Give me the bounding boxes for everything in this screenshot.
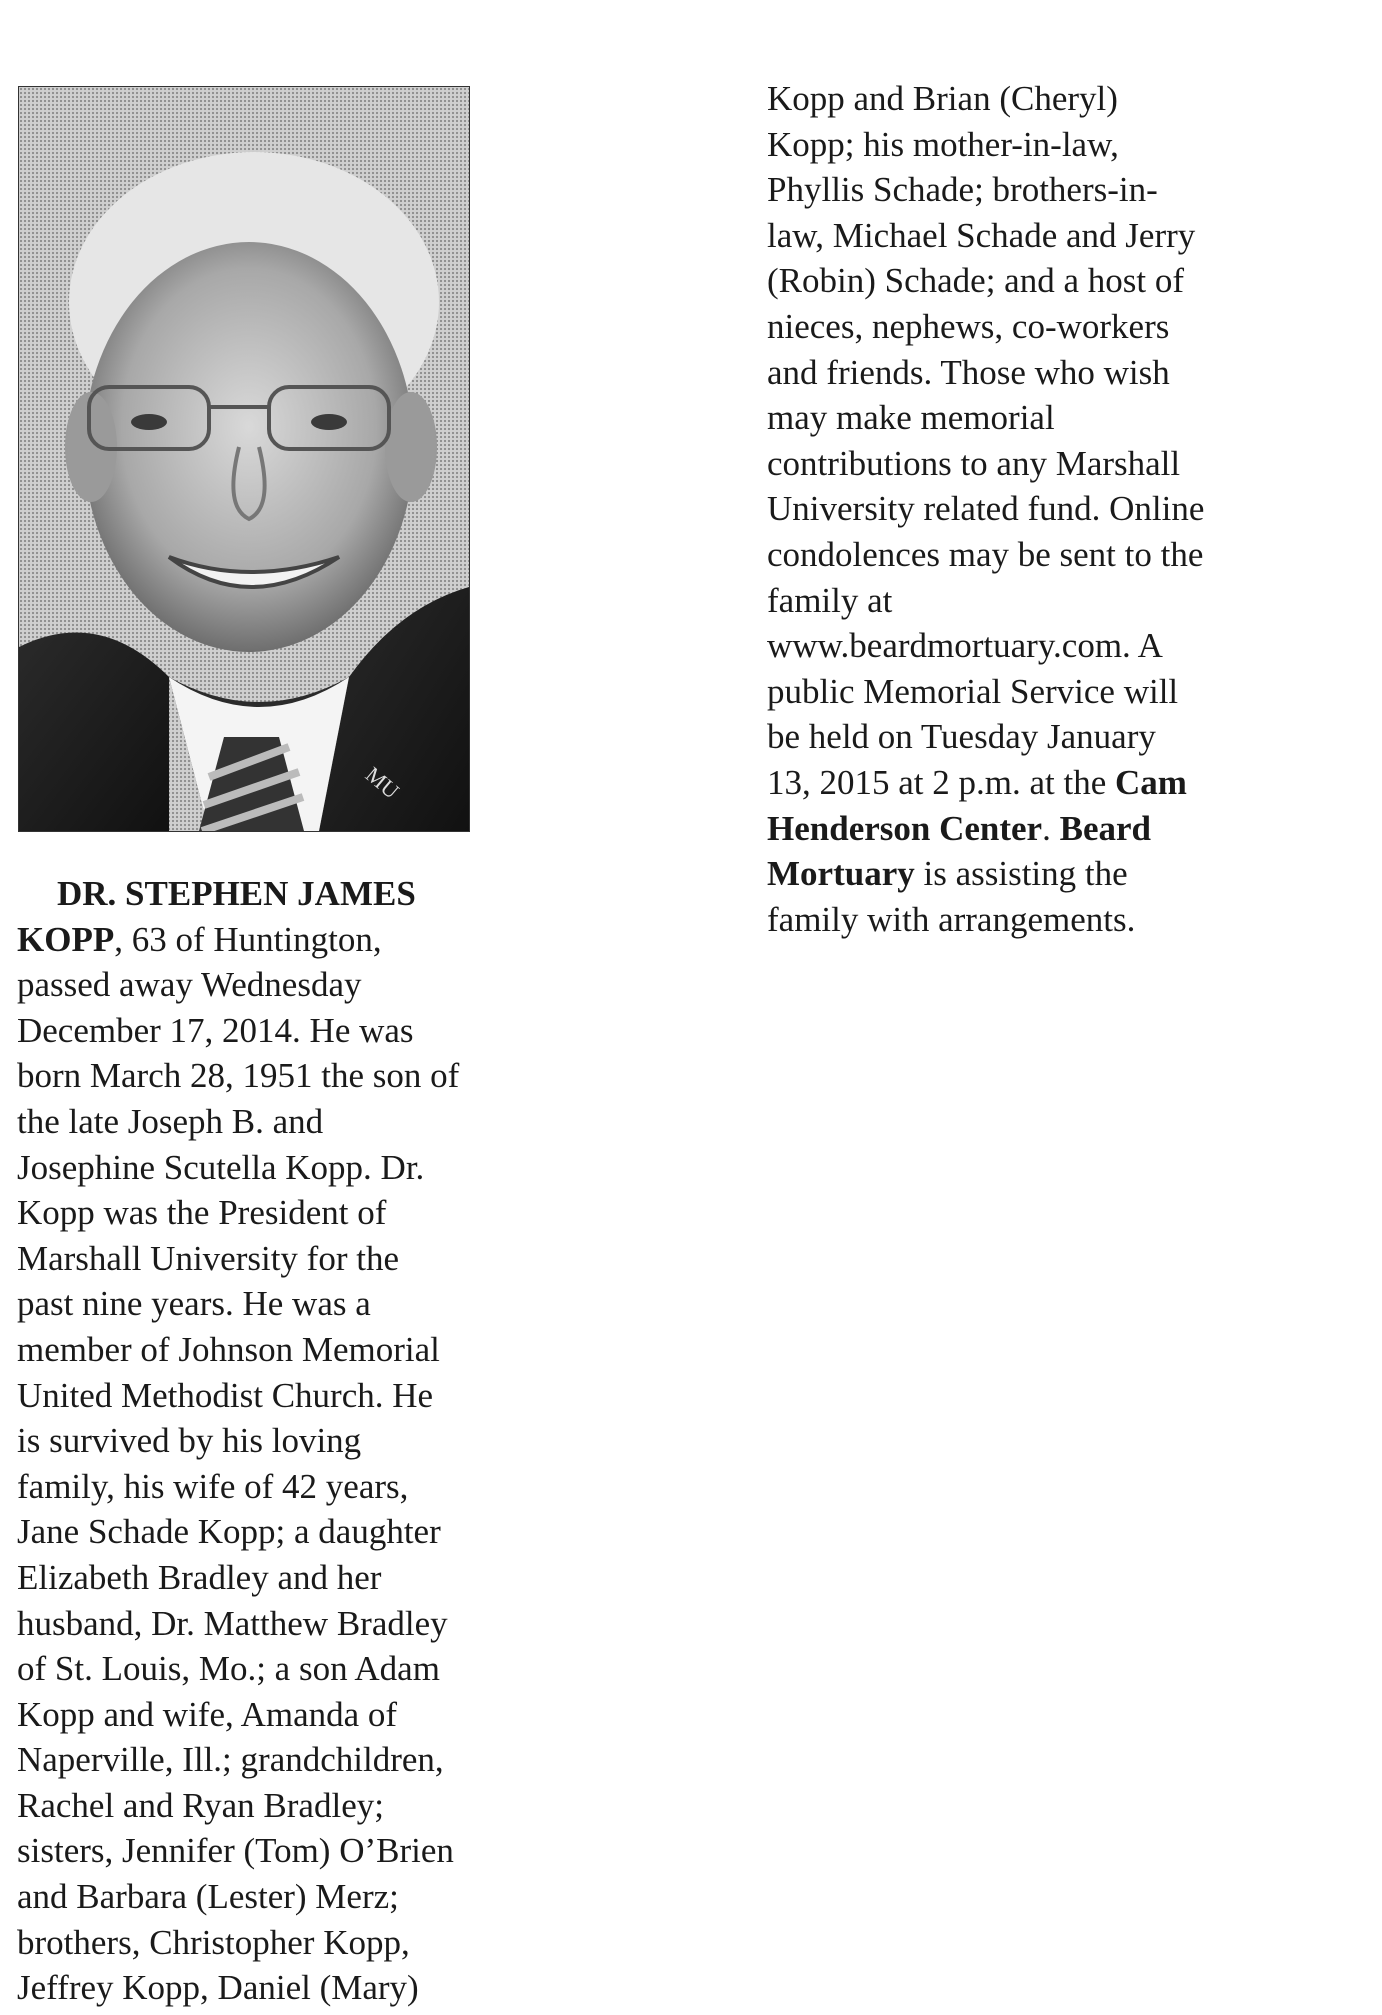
obituary-text-line xyxy=(767,806,1204,852)
obituary-text-line: contributions to any Marshall xyxy=(767,443,1181,483)
obituary-text-line: Kopp and Brian (Cheryl) xyxy=(767,79,1118,118)
obituary-text: . xyxy=(1042,808,1060,848)
obituary-text-line: Naperville, Ill.; grandchildren, xyxy=(17,1740,444,1780)
obituary-name: DR. STEPHEN JAMES xyxy=(57,874,416,913)
obituary-text-line: Rachel and Ryan Bradley; xyxy=(17,1785,384,1825)
obituary-text-line: December 17, 2014. He was xyxy=(17,1010,414,1050)
obituary-text-line: Kopp; his mother-in-law, xyxy=(767,124,1119,164)
obituary-text-line: family, his wife of 42 years, xyxy=(17,1466,409,1506)
obituary-text-line: sisters, Jennifer (Tom) O’Brien xyxy=(17,1831,454,1871)
obituary-text-line xyxy=(767,851,1204,897)
obituary-text: is assisting the xyxy=(914,854,1128,894)
obituary-right-column xyxy=(767,76,1204,942)
obituary-text: , 63 of Huntington, xyxy=(114,919,382,959)
obituary-surname: KOPP xyxy=(17,919,115,959)
obituary-text-line: born March 28, 1951 the son of xyxy=(17,1056,460,1096)
obituary-text-line: brothers, Christopher Kopp, xyxy=(17,1922,410,1962)
obituary-text-line: past nine years. He was a xyxy=(17,1284,371,1324)
obituary-name-line xyxy=(17,871,459,917)
obituary-text-line: Jane Schade Kopp; a daughter xyxy=(17,1512,441,1552)
obituary-text-line: Phyllis Schade; brothers-in- xyxy=(767,170,1158,210)
obituary-text-line: nieces, nephews, co-workers xyxy=(767,306,1170,346)
obituary-text-line: Elizabeth Bradley and her xyxy=(17,1557,382,1597)
obituary-text-line: (Robin) Schade; and a host of xyxy=(767,261,1184,301)
obituary-text-line: the late Joseph B. and xyxy=(17,1101,324,1141)
obituary-text-line: and Barbara (Lester) Merz; xyxy=(17,1877,399,1917)
obituary-text-line: Kopp was the President of xyxy=(17,1193,387,1233)
obituary-text-line: United Methodist Church. He xyxy=(17,1375,434,1415)
obituary-text-line: and friends. Those who wish xyxy=(767,352,1170,392)
portrait-photo-icon xyxy=(19,87,469,831)
mortuary-name: Mortuary xyxy=(767,854,915,894)
service-venue: Cam xyxy=(1115,762,1187,802)
obituary-text-line: law, Michael Schade and Jerry xyxy=(767,215,1196,255)
obituary-text-line: passed away Wednesday xyxy=(17,965,362,1005)
obituary-text-line: Kopp and wife, Amanda of xyxy=(17,1694,398,1734)
obituary-text-line: family at xyxy=(767,580,893,620)
obituary-left-column xyxy=(17,871,459,2011)
obituary-text-line xyxy=(767,760,1204,806)
obituary-text-line: University related fund. Online xyxy=(767,489,1205,529)
obituary-text-line: may make memorial xyxy=(767,398,1055,438)
lapel-pin: MU xyxy=(360,761,405,804)
obituary-text-line: is survived by his loving xyxy=(17,1421,362,1461)
obituary-text-line: Josephine Scutella Kopp. Dr. xyxy=(17,1147,425,1187)
obituary-text-line: of St. Louis, Mo.; a son Adam xyxy=(17,1649,440,1689)
obituary-text-line: public Memorial Service will xyxy=(767,671,1179,711)
obituary-text-line: be held on Tuesday January xyxy=(767,717,1156,757)
obituary-text-line: www.beardmortuary.com. A xyxy=(767,626,1163,666)
obituary-text-line: family with arrangements. xyxy=(767,899,1136,939)
obituary-text-line: condolences may be sent to the xyxy=(767,534,1204,574)
obituary-text-line: Jeffrey Kopp, Daniel (Mary) xyxy=(17,1968,419,2008)
obituary-text-line: husband, Dr. Matthew Bradley xyxy=(17,1603,448,1643)
mortuary-name: Beard xyxy=(1059,808,1151,848)
service-venue: Henderson Center xyxy=(767,808,1043,848)
obituary-text: 13, 2015 at 2 p.m. at the xyxy=(767,762,1116,802)
obituary-text-line xyxy=(17,917,459,963)
obituary-text-line: member of Johnson Memorial xyxy=(17,1329,440,1369)
obituary-text-line: Marshall University for the xyxy=(17,1238,399,1278)
portrait-photo xyxy=(18,86,470,832)
